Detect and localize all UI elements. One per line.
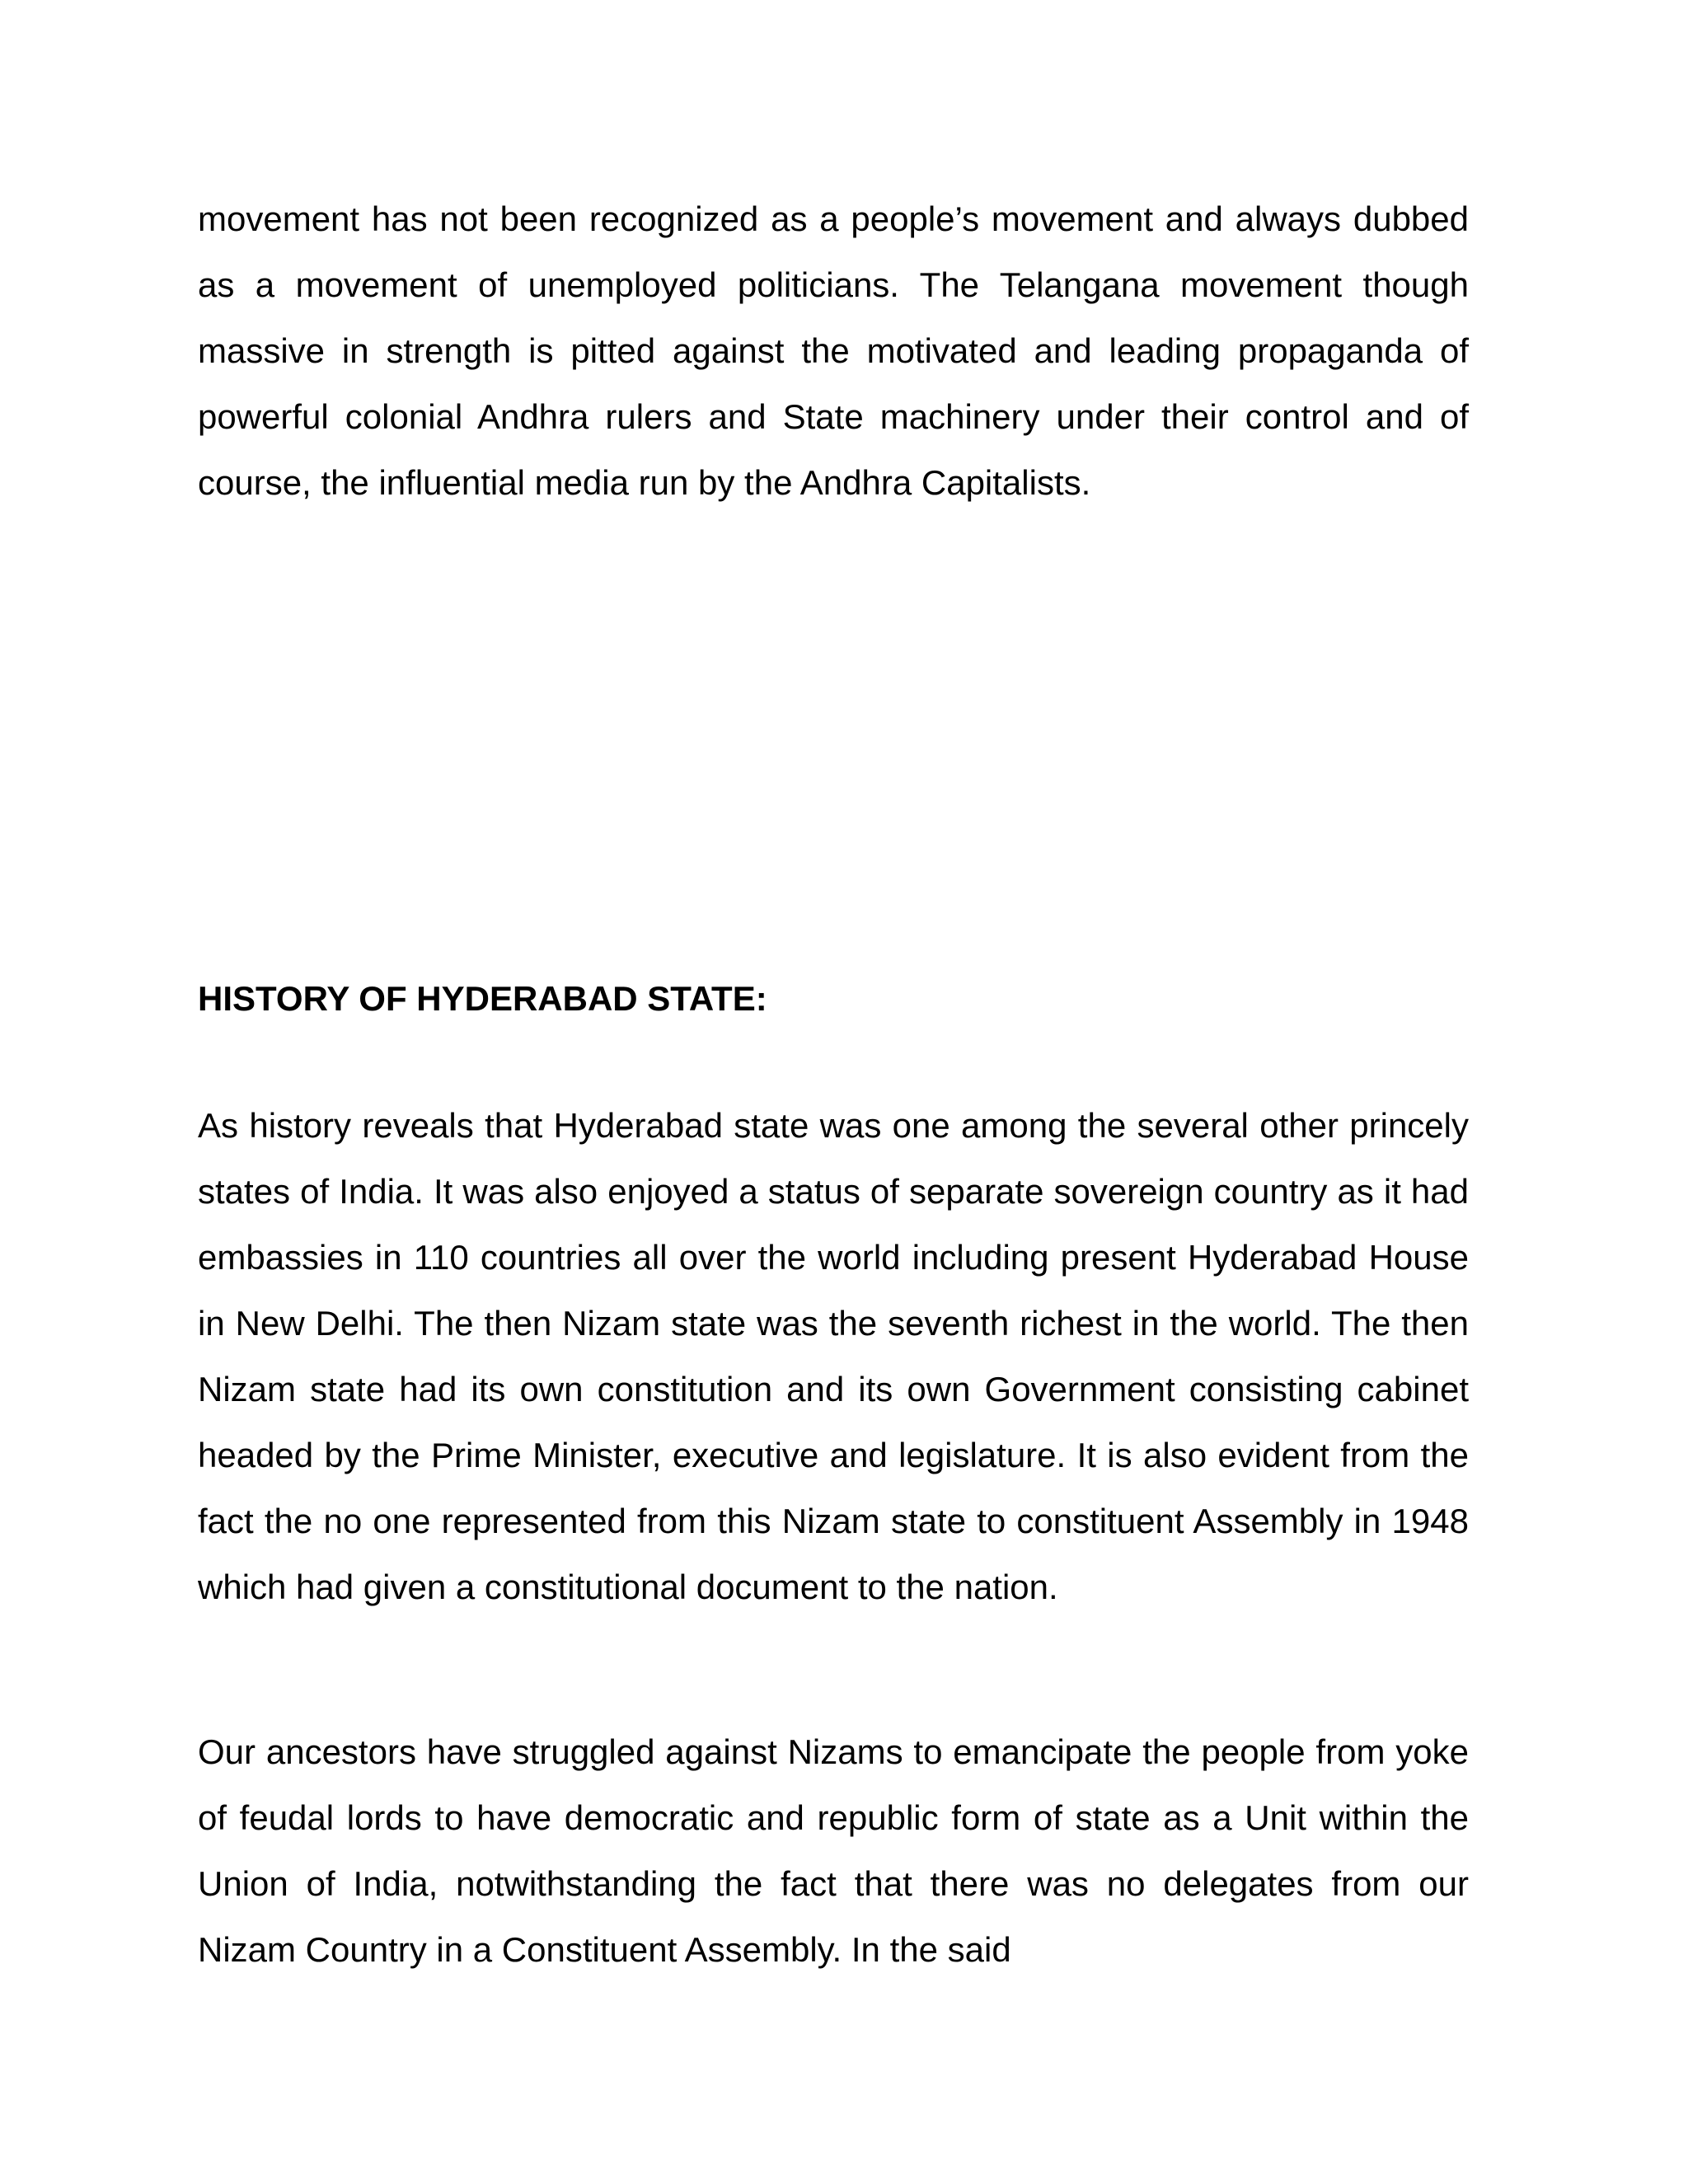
section-heading-history-of-hyderabad-state: HISTORY OF HYDERABAD STATE: [198,979,767,1018]
paragraph-ancestors-struggle: Our ancestors have struggled against Nizams to emancipate the people from yoke of feudal lords to have democratic and republic form of state as a Unit within the Union of India, notwithstanding the fact that there was no delegates from our Nizam Country in a Constituent Assembly. In the said [198,1732,1469,1969]
paragraph-telangana-movement: movement has not been recognized as a people’s movement and always dubbed as a movement of unemployed politicians. The Telangana movement though massive in strength is pitted against the motivated and leading propaganda of powerful colonial Andhra rulers and State machinery under their control and of course, the influential media run by the Andhra Capitalists. [198,199,1469,502]
paragraph-history-hyderabad: As history reveals that Hyderabad state was one among the several other princely states of India. It was also enjoyed a status of separate sovereign country as it had embassies in 110 countries all over the world including present Hyderabad House in New Delhi. The then Nizam state was the seventh richest in the world. The then Nizam state had its own constitution and its own Government consisting cabinet headed by the Prime Minister, executive and legislature. It is also evident from the fact the no one represented from this Nizam state to constituent Assembly in 1948 which had given a constitutional document to the nation. [198,1106,1469,1606]
